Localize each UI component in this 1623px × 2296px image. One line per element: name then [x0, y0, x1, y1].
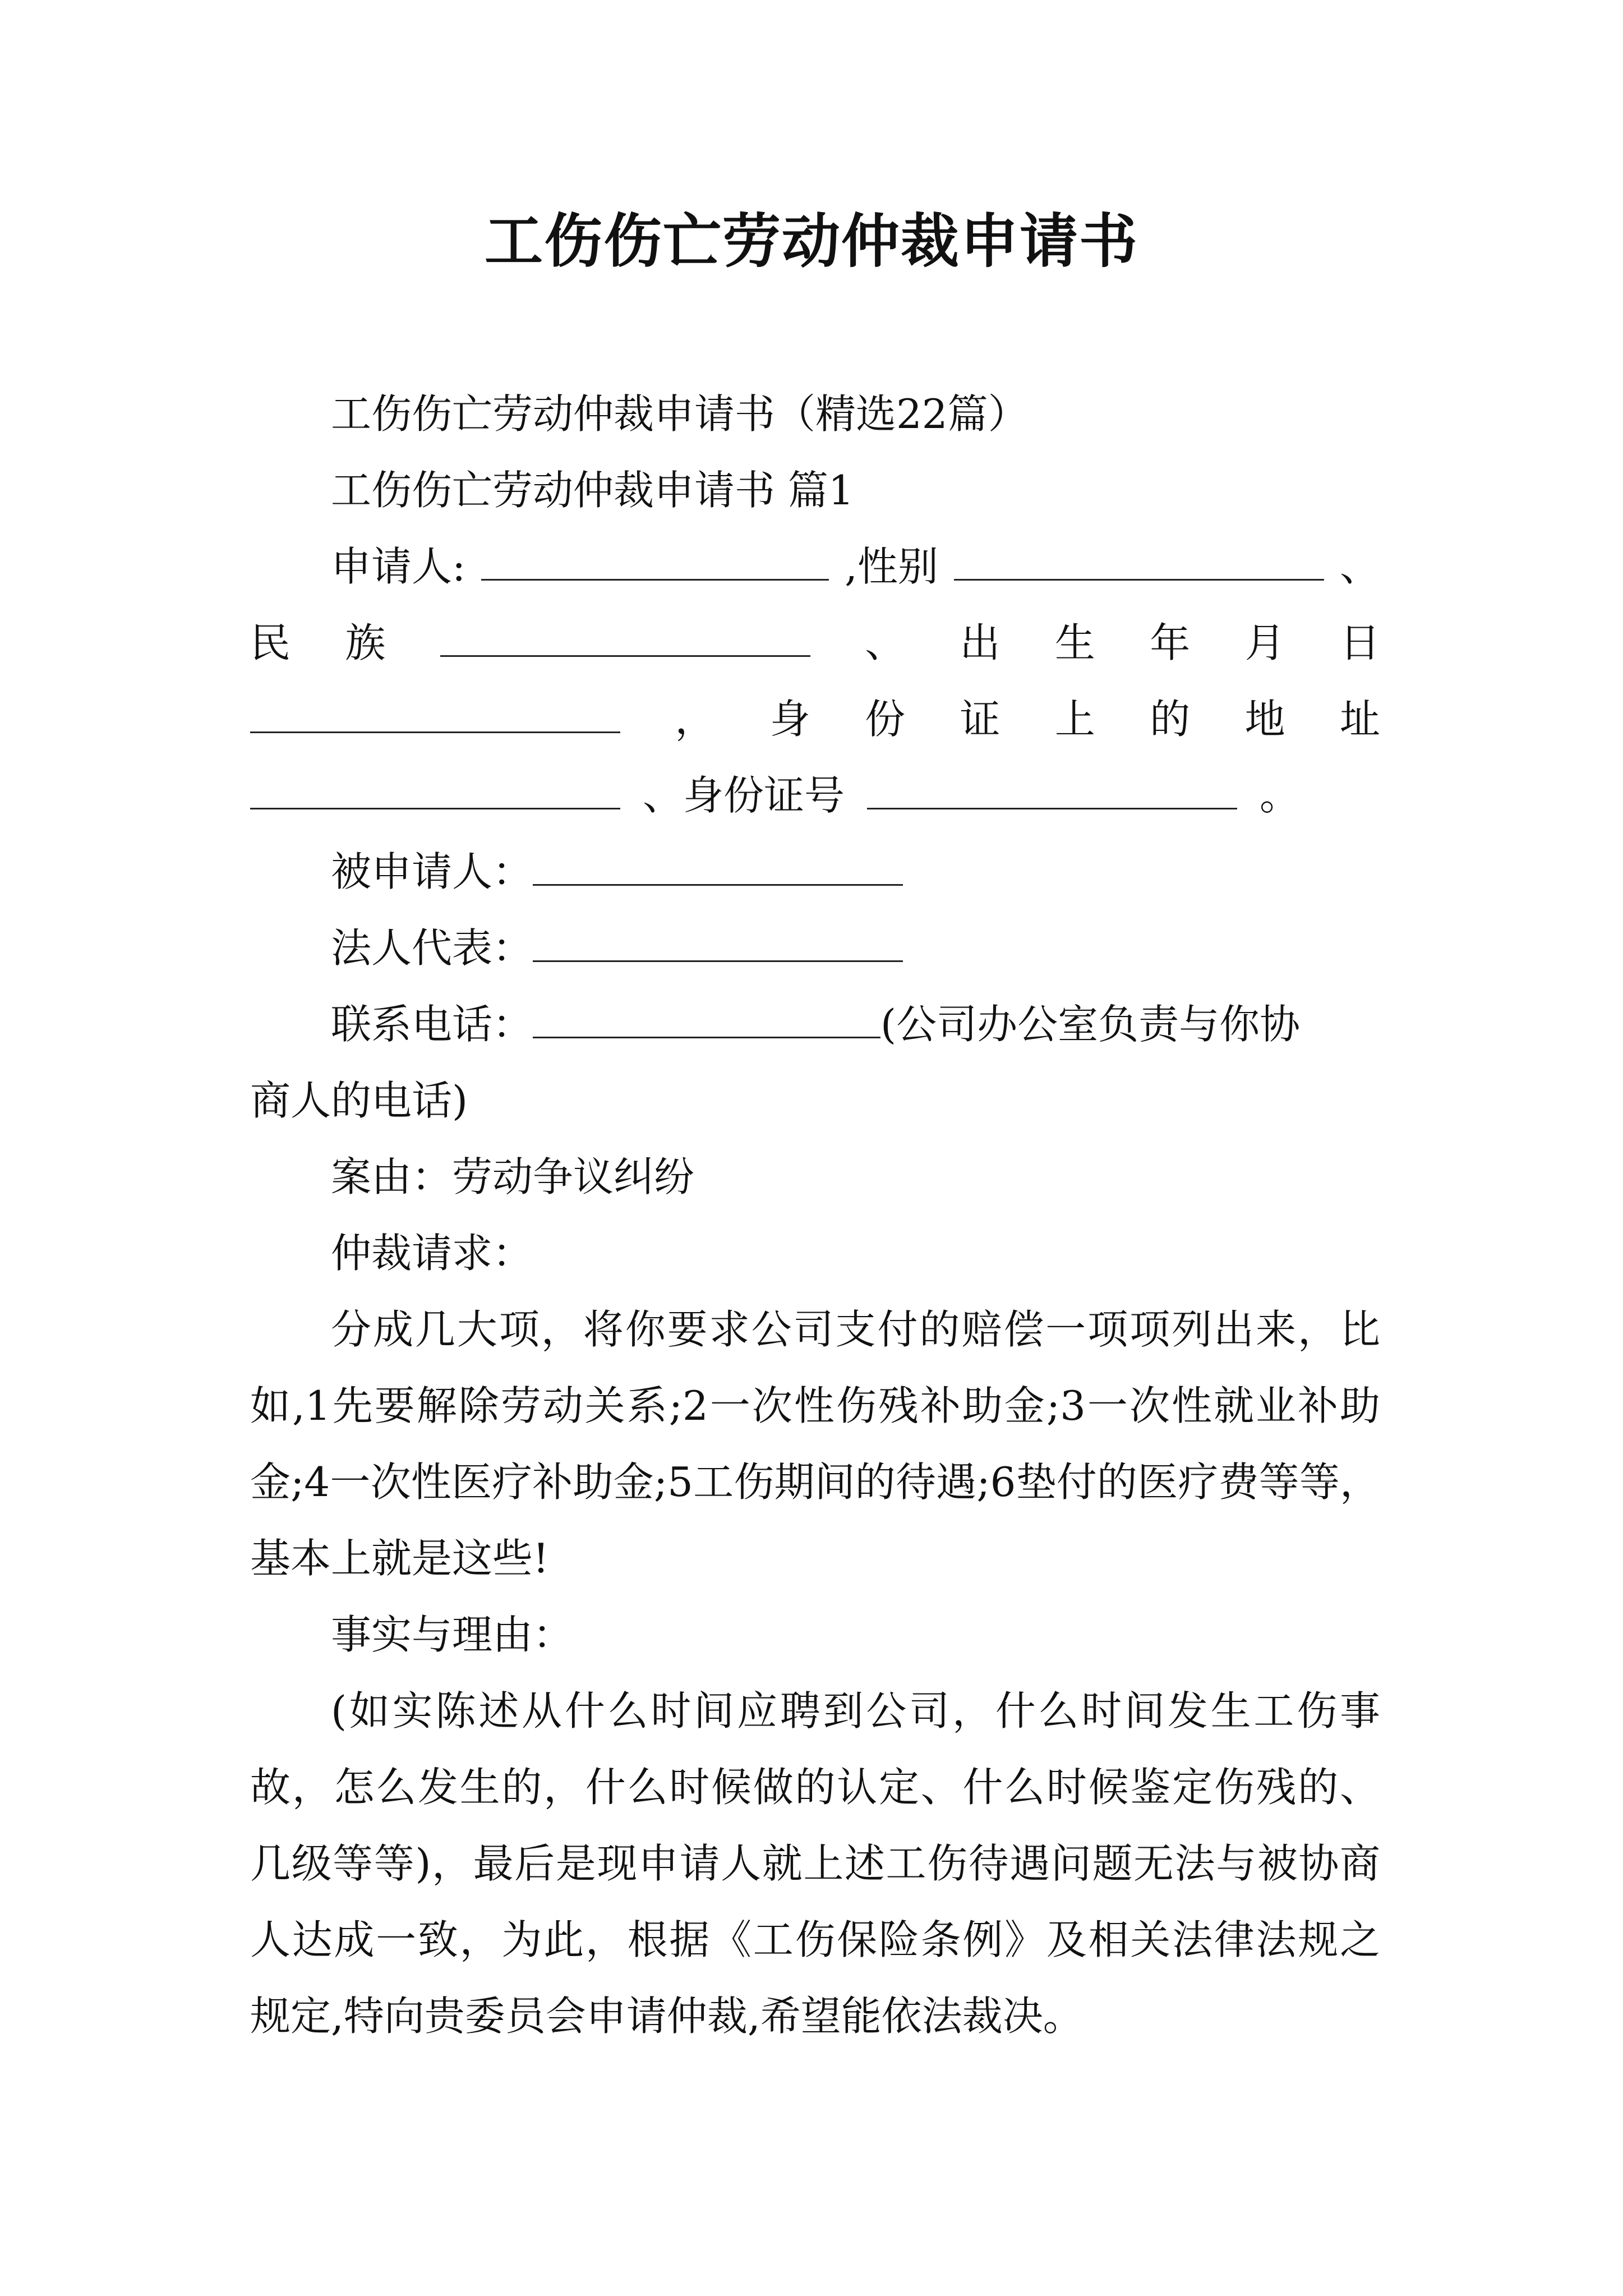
dob-char: 日: [1339, 619, 1380, 666]
legal-rep-blank: [533, 927, 903, 962]
id-address-char: 上: [1054, 696, 1095, 743]
dob-char: 月: [1244, 619, 1285, 666]
contact-label: 联系电话：: [331, 1001, 533, 1048]
gender-label: ,性别: [845, 543, 939, 590]
id-address-char: 址: [1339, 696, 1380, 743]
section-heading: 工伤伤亡劳动仲裁申请书 篇1: [331, 467, 854, 514]
respondent-line: [250, 834, 1380, 910]
applicant-label: 申请人:: [331, 543, 466, 590]
trailing-mark: 、: [1339, 543, 1380, 590]
id-address-separator: ，: [675, 696, 716, 743]
id-address-char: 证: [960, 696, 1000, 743]
ethnicity-blank: [440, 622, 810, 657]
facts-heading: 事实与理由：: [331, 1611, 574, 1658]
applicant-line-3: [250, 681, 1380, 757]
id-number-blank: [867, 774, 1237, 809]
dob-char: 出: [960, 619, 1000, 666]
contact-line: [250, 986, 1380, 1062]
legal-rep-label: 法人代表：: [331, 924, 533, 972]
legal-rep-line: [250, 910, 1380, 986]
applicant-line-4: [250, 757, 1380, 834]
applicant-line-1: [250, 528, 1380, 605]
id-number-label: 、身份证号: [643, 772, 845, 819]
claims-heading: 仲裁请求：: [331, 1230, 533, 1277]
applicant-name-blank: [481, 545, 829, 581]
contact-note-part1: (公司办公室负责与你协: [880, 1001, 1301, 1048]
ethnicity-char: 民: [250, 619, 291, 666]
gender-blank: [954, 545, 1324, 581]
claims-text: 分成几大项，将你要求公司支付的赔偿一项项列出来，比如,1先要解除劳动关系;2一次性伤残补助金;3一次性就业补助金;4一次性医疗补助金;5工伤期间的待遇;6垫付的医疗费等等，基本上就是这些!: [250, 1306, 1380, 1582]
dob-char: 年: [1150, 619, 1191, 666]
document-title: 工伤伤亡劳动仲裁申请书: [484, 206, 1138, 275]
respondent-label: 被申请人：: [331, 848, 533, 895]
contact-note-part2: 商人的电话): [250, 1077, 468, 1124]
contact-blank: [533, 1003, 880, 1038]
end-mark: 。: [1260, 772, 1301, 819]
dob-blank: [250, 698, 620, 733]
case-cause: 案由：劳动争议纠纷: [331, 1153, 695, 1200]
document-body: [250, 376, 1380, 2054]
subtitle: 工伤伤亡劳动仲裁申请书（精选22篇）: [331, 390, 1029, 438]
contact-note-line: [250, 1062, 1380, 1139]
dob-char: 生: [1054, 619, 1095, 666]
applicant-line-2: [250, 605, 1380, 681]
id-address-blank: [250, 774, 620, 809]
id-address-char: 的: [1150, 696, 1191, 743]
id-address-char: 身: [769, 696, 810, 743]
facts-text: (如实陈述从什么时间应聘到公司，什么时间发生工伤事故，怎么发生的，什么时候做的认定、什么时候鉴定伤残的、几级等等)，最后是现申请人就上述工伤待遇问题无法与被协商人达成一致，为此，根据《工伤保险条例》及相关法律法规之规定,特向贵委员会申请仲裁,希望能依法裁决。: [250, 1687, 1380, 2040]
respondent-blank: [533, 850, 903, 886]
ethnicity-char: 族: [345, 619, 386, 666]
dob-separator: 、: [865, 619, 906, 666]
id-address-char: 份: [865, 696, 906, 743]
id-address-char: 地: [1244, 696, 1285, 743]
